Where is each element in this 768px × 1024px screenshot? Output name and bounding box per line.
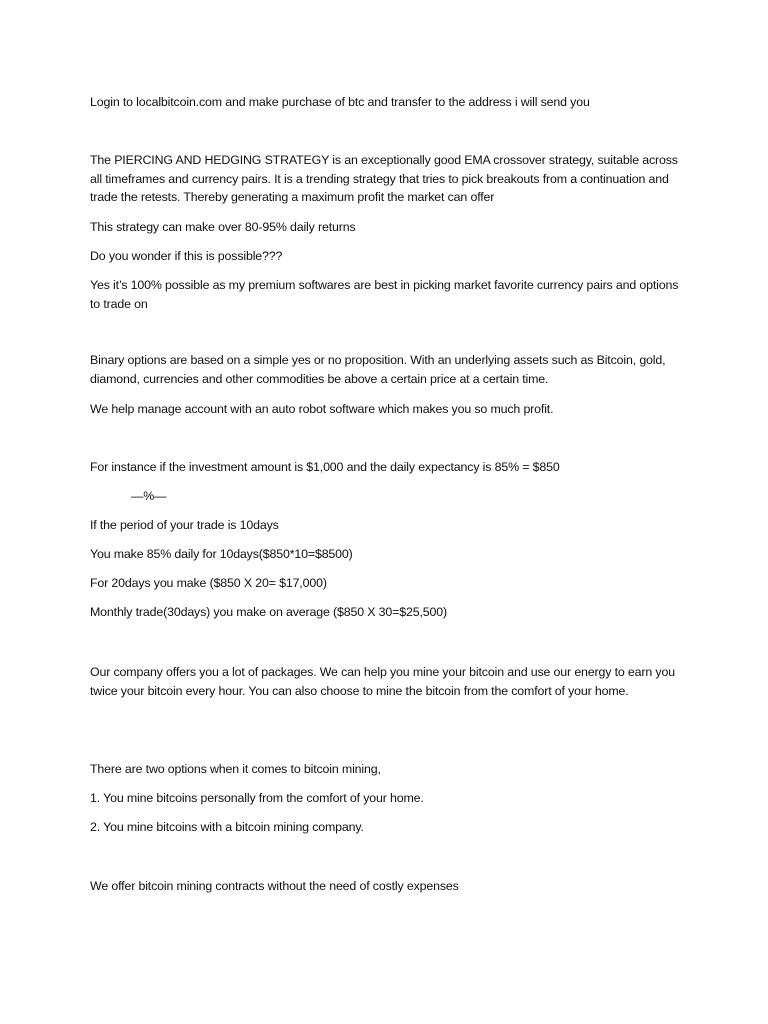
paragraph-mining-contracts: We offer bitcoin mining contracts without the need of costly expenses: [90, 879, 459, 893]
paragraph-company-packages: Our company offers you a lot of packages. We can help you mine your bitcoin and use our energy to earn you twice your bitcoin every hour. You can also choose to mine the bitcoin from the comfort of your home.: [90, 665, 675, 698]
paragraph-mining-option-1: 1. You mine bitcoins personally from the comfort of your home.: [90, 791, 424, 805]
paragraph-mining-option-2: 2. You mine bitcoins with a bitcoin mining company.: [90, 820, 364, 834]
paragraph-question: Do you wonder if this is possible???: [90, 249, 283, 263]
paragraph-10days-calculation: You make 85% daily for 10days($850*10=$8500): [90, 547, 353, 561]
paragraph-binary-options: Binary options are based on a simple yes or no proposition. With an underlying assets such as Bitcoin, gold, diamond, currencies and other commodities be above a certain price at a certain time.: [90, 353, 666, 386]
paragraph-mining-options: There are two options when it comes to bitcoin mining,: [90, 762, 381, 776]
paragraph-20days-calculation: For 20days you make ($850 X 20= $17,000): [90, 576, 327, 590]
paragraph-login-instruction: Login to localbitcoin.com and make purchase of btc and transfer to the address i will send you: [90, 95, 590, 109]
paragraph-possibility-claim: Yes it’s 100% possible as my premium softwares are best in picking market favorite currency pairs and options to trade on: [90, 278, 679, 311]
paragraph-investment-example: For instance if the investment amount is $1,000 and the daily expectancy is 85% = $850: [90, 460, 560, 474]
paragraph-managed-account: We help manage account with an auto robot software which makes you so much profit.: [90, 402, 554, 416]
paragraph-strategy-description: The PIERCING AND HEDGING STRATEGY is an exceptionally good EMA crossover strategy, suitable across all timeframes and currency pairs. It is a trending strategy that tries to pick breakouts from a continuation and trade the retests. Thereby generating a maximum profit the market can offer: [90, 153, 678, 204]
paragraph-trade-period: If the period of your trade is 10days: [90, 518, 279, 532]
paragraph-daily-returns: This strategy can make over 80-95% daily returns: [90, 220, 356, 234]
paragraph-monthly-calculation: Monthly trade(30days) you make on average ($850 X 30=$25,500): [90, 605, 447, 619]
paragraph-separator: —%—: [131, 489, 167, 503]
